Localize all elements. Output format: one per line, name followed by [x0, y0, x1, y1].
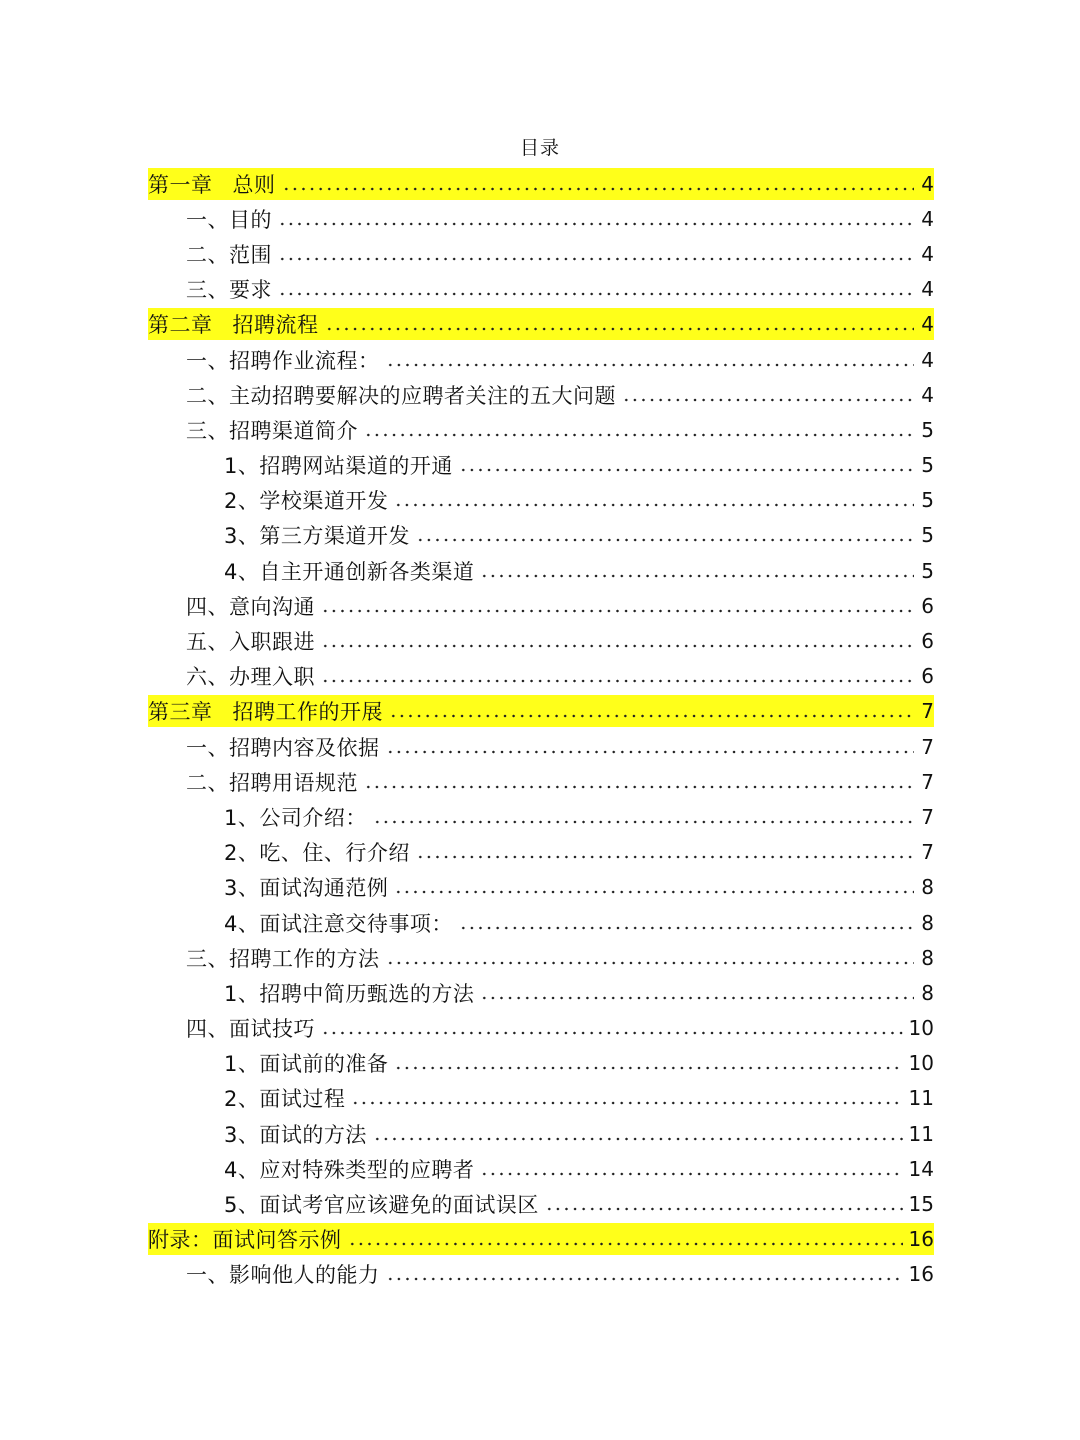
toc-entry-label: 1、招聘中简历甄选的方法 — [224, 981, 475, 1006]
toc-entry-label: 第一章 — [148, 172, 213, 197]
toc-dot-leader — [480, 1170, 902, 1178]
toc-entry-label: 一、目的 — [186, 207, 272, 232]
toc-dot-leader — [373, 1135, 903, 1143]
toc-dot-leader — [321, 642, 914, 650]
toc-entry-label: 2、学校渠道开发 — [224, 489, 389, 514]
toc-entry-label: 第三章 — [148, 700, 213, 725]
toc-page-number: 7 — [921, 804, 934, 829]
toc-dot-leader — [459, 466, 914, 474]
toc-dot-leader — [325, 325, 915, 333]
toc-page-number: 8 — [921, 875, 934, 900]
toc-entry-row[interactable] — [148, 870, 934, 905]
toc-entry-row[interactable] — [148, 799, 934, 834]
toc-entry-label: 一、招聘作业流程： — [186, 348, 380, 373]
toc-page-number: 5 — [921, 417, 934, 442]
toc-dot-leader — [373, 818, 914, 826]
toc-page-number: 11 — [908, 1086, 934, 1111]
toc-dot-leader — [480, 572, 914, 580]
toc-entry-row[interactable] — [148, 975, 934, 1010]
toc-entry-row[interactable] — [148, 483, 934, 518]
toc-entry-row[interactable] — [148, 1151, 934, 1186]
toc-page-number: 5 — [921, 523, 934, 548]
toc-dot-leader — [386, 361, 915, 369]
table-of-contents — [148, 166, 934, 1292]
toc-entry-row[interactable] — [148, 835, 934, 870]
toc-entry-label: 2、吃、住、行介绍 — [224, 841, 410, 866]
toc-page-number: 7 — [921, 734, 934, 759]
toc-entry-row[interactable] — [148, 764, 934, 799]
page-title: 目录 — [519, 137, 560, 159]
toc-entry-row[interactable] — [148, 377, 934, 412]
toc-chapter-title: 招聘流程 — [232, 313, 319, 338]
toc-entry-row[interactable] — [148, 588, 934, 623]
toc-dot-leader — [348, 1240, 903, 1248]
toc-page-number: 14 — [908, 1156, 934, 1181]
toc-dot-leader — [394, 501, 914, 509]
toc-page-number: 4 — [921, 206, 934, 231]
toc-entry-row[interactable] — [148, 518, 934, 553]
toc-dot-leader — [386, 1275, 903, 1283]
toc-dot-leader — [545, 1205, 903, 1213]
toc-page-number: 7 — [921, 769, 934, 794]
toc-entry-label: 4、应对特殊类型的应聘者 — [224, 1157, 475, 1182]
toc-dot-leader — [364, 431, 914, 439]
toc-entry-label: 二、招聘用语规范 — [186, 770, 358, 795]
toc-entry-label: 1、公司介绍： — [224, 805, 367, 830]
toc-entry-label: 三、招聘工作的方法 — [186, 946, 380, 971]
toc-page-number: 6 — [921, 593, 934, 618]
toc-entry-label: 1、招聘网站渠道的开通 — [224, 454, 453, 479]
toc-dot-leader — [480, 994, 914, 1002]
toc-page-number: 11 — [908, 1121, 934, 1146]
toc-page-number: 10 — [908, 1016, 934, 1041]
toc-entry-label: 附录：面试问答示例 — [148, 1228, 342, 1253]
toc-entry-label: 一、招聘内容及依据 — [186, 735, 380, 760]
toc-dot-leader — [278, 290, 914, 298]
toc-chapter-row[interactable] — [148, 1223, 934, 1255]
toc-entry-row[interactable] — [148, 623, 934, 658]
toc-dot-leader — [321, 677, 914, 685]
toc-page-number: 5 — [921, 558, 934, 583]
toc-entry-row[interactable] — [148, 1081, 934, 1116]
toc-entry-row[interactable] — [148, 1116, 934, 1151]
toc-entry-row[interactable] — [148, 729, 934, 764]
toc-page-number: 6 — [921, 664, 934, 689]
toc-entry-row[interactable] — [148, 342, 934, 377]
toc-entry-row[interactable] — [148, 448, 934, 483]
toc-dot-leader — [459, 924, 914, 932]
toc-entry-row[interactable] — [148, 940, 934, 975]
toc-page-number: 8 — [921, 945, 934, 970]
toc-entry-label: 二、主动招聘要解决的应聘者关注的五大问题 — [186, 383, 616, 408]
toc-entry-label: 3、面试沟通范例 — [224, 876, 389, 901]
toc-dot-leader — [351, 1099, 902, 1107]
toc-dot-leader — [282, 185, 915, 193]
toc-page-number: 7 — [921, 699, 934, 724]
toc-entry-row[interactable] — [148, 659, 934, 694]
toc-entry-label: 3、面试的方法 — [224, 1122, 367, 1147]
toc-entry-label: 六、办理入职 — [186, 665, 315, 690]
toc-entry-label: 三、要求 — [186, 278, 272, 303]
toc-dot-leader — [364, 783, 914, 791]
toc-entry-label: 四、意向沟通 — [186, 594, 315, 619]
toc-page-number: 5 — [921, 453, 934, 478]
toc-entry-row[interactable] — [148, 1257, 934, 1292]
toc-entry-row[interactable] — [148, 201, 934, 236]
toc-page-number: 10 — [908, 1051, 934, 1076]
toc-dot-leader — [386, 748, 915, 756]
toc-dot-leader — [416, 536, 914, 544]
toc-dot-leader — [394, 1064, 902, 1072]
toc-chapter-row[interactable] — [148, 168, 934, 200]
toc-chapter-row[interactable] — [148, 308, 934, 340]
toc-entry-label: 4、自主开通创新各类渠道 — [224, 559, 475, 584]
toc-page-number: 5 — [921, 488, 934, 513]
toc-entry-row[interactable] — [148, 553, 934, 588]
toc-entry-row[interactable] — [148, 412, 934, 447]
toc-dot-leader — [416, 853, 914, 861]
toc-dot-leader — [622, 396, 914, 404]
toc-dot-leader — [278, 220, 914, 228]
toc-page-number: 4 — [921, 347, 934, 372]
toc-entry-label: 四、面试技巧 — [186, 1017, 315, 1042]
toc-page-number: 4 — [921, 382, 934, 407]
toc-entry-label: 一、影响他人的能力 — [186, 1263, 380, 1288]
toc-chapter-row[interactable] — [148, 695, 934, 727]
toc-entry-label: 三、招聘渠道简介 — [186, 418, 358, 443]
toc-entry-label: 3、第三方渠道开发 — [224, 524, 410, 549]
toc-entry-row[interactable] — [148, 1186, 934, 1221]
toc-chapter-title: 招聘工作的开展 — [232, 700, 383, 725]
toc-dot-leader — [278, 255, 914, 263]
toc-entry-label: 第二章 — [148, 313, 213, 338]
toc-dot-leader — [321, 607, 914, 615]
toc-page-number: 4 — [921, 277, 934, 302]
toc-entry-label: 2、面试过程 — [224, 1087, 346, 1112]
toc-entry-label: 1、面试前的准备 — [224, 1052, 389, 1077]
toc-entry-label: 4、面试注意交待事项： — [224, 911, 453, 936]
toc-entry-row[interactable] — [148, 905, 934, 940]
toc-page-number: 8 — [921, 910, 934, 935]
toc-page-number: 8 — [921, 980, 934, 1005]
toc-page-number: 7 — [921, 840, 934, 865]
toc-dot-leader — [386, 959, 915, 967]
toc-entry-label: 5、面试考官应该避免的面试误区 — [224, 1193, 539, 1218]
toc-entry-row[interactable] — [148, 1011, 934, 1046]
toc-entry-row[interactable] — [148, 272, 934, 307]
toc-page-number: 6 — [921, 629, 934, 654]
toc-entry-row[interactable] — [148, 1046, 934, 1081]
toc-chapter-title: 总则 — [232, 172, 276, 197]
toc-dot-leader — [394, 888, 914, 896]
toc-page-number: 4 — [921, 171, 934, 196]
toc-dot-leader — [321, 1029, 903, 1037]
toc-dot-leader — [389, 712, 914, 720]
toc-page-number: 4 — [921, 241, 934, 266]
toc-entry-label: 五、入职跟进 — [186, 630, 315, 655]
toc-page-number: 4 — [921, 312, 934, 337]
toc-page-number: 16 — [908, 1262, 934, 1287]
toc-entry-row[interactable] — [148, 236, 934, 271]
toc-entry-label: 二、范围 — [186, 242, 272, 267]
toc-page-number: 15 — [908, 1192, 934, 1217]
toc-page-number: 16 — [908, 1227, 934, 1252]
